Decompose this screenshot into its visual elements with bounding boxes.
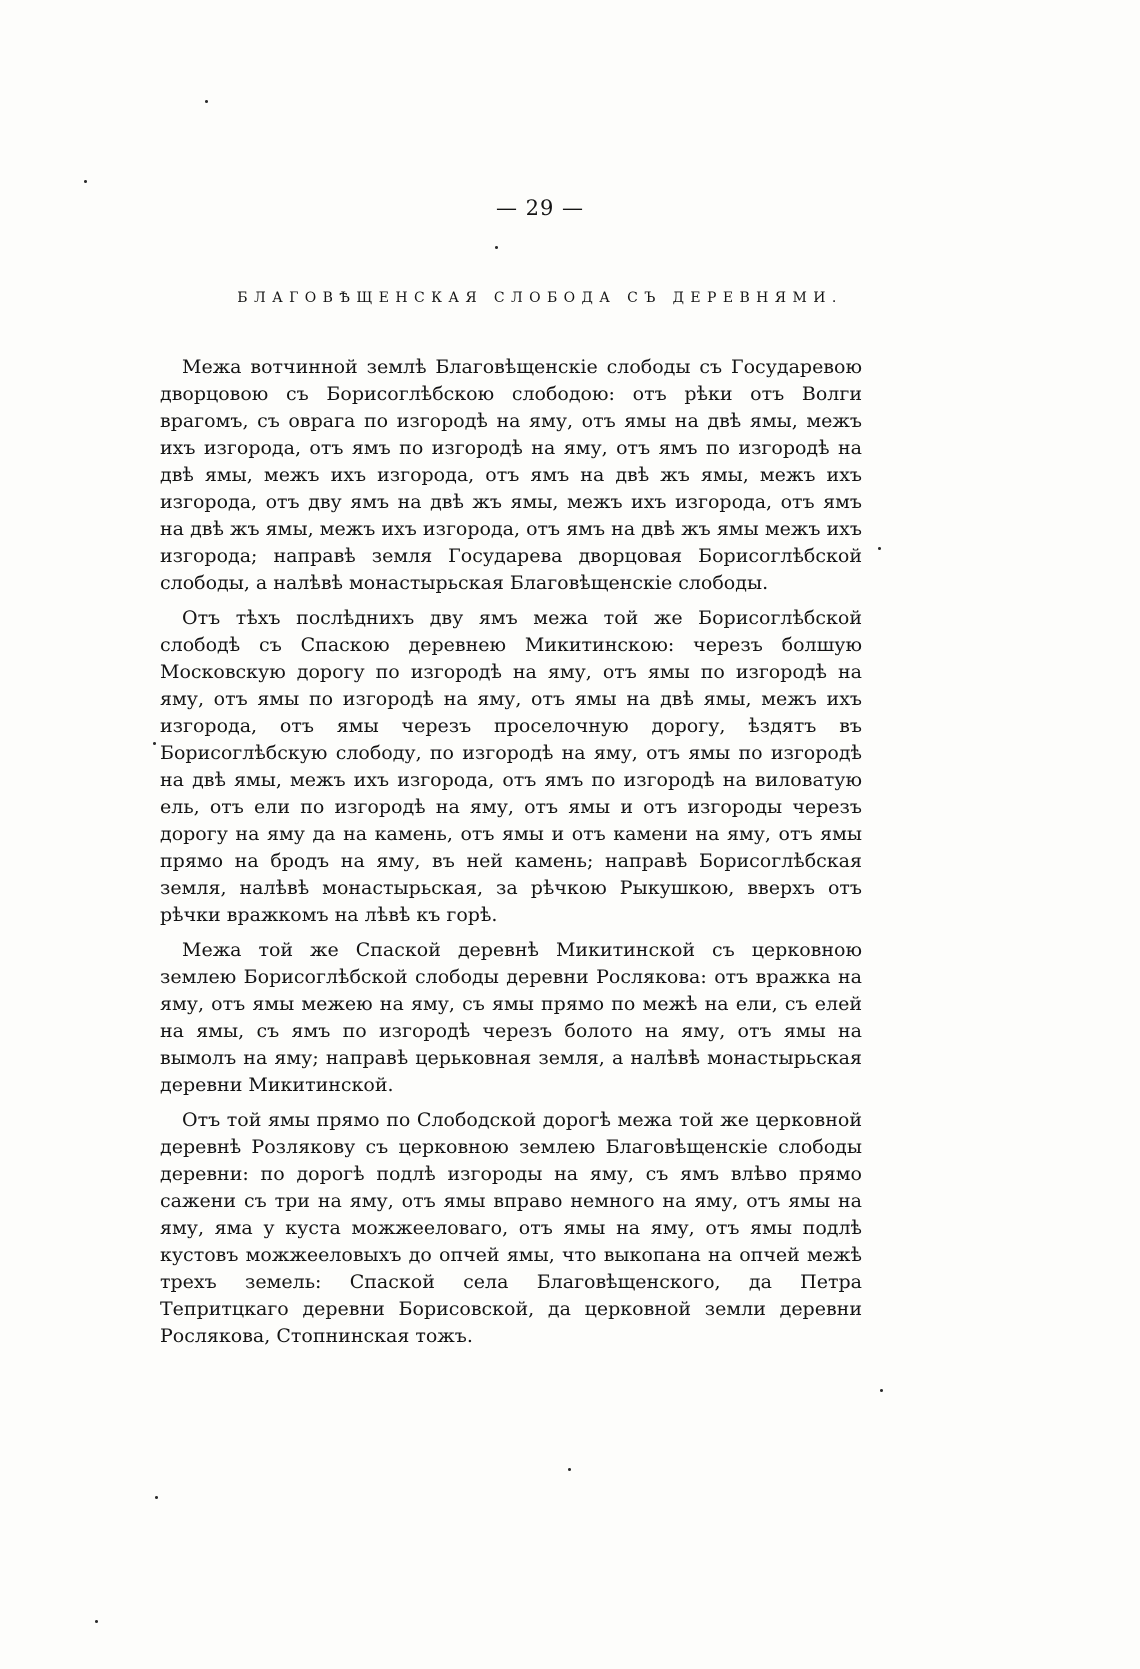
paragraph: Отъ тѣхъ послѣднихъ дву ямъ межа той же Борисоглѣбской слободѣ съ Спаскою деревнею Микитинскою: черезъ болшую Московскую дорогу по изгородѣ на яму, отъ ямы по изгородѣ на яму, отъ ямы по изгородѣ на яму, отъ ямы на двѣ ямы, межъ ихъ изгорода, отъ ямы черезъ проселочную дорогу, ѣздятъ въ Борисоглѣбскую слободу, по изгородѣ на яму, отъ ямы по изгородѣ на двѣ ямы, межъ ихъ изгорода, отъ ямъ по изгородѣ на виловатую ель, отъ ели по изгородѣ на яму, отъ ямы и отъ изгороды черезъ дорогу на яму да на камень, отъ ямы и отъ камени на яму, отъ ямы прямо на бродъ на яму, въ ней камень; направѣ Борисоглѣбская земля, налѣвѣ монастырьская, за рѣчкою Рыкушкою, вверхъ отъ рѣчки вражкомъ на лѣвѣ къ горѣ. [160, 607, 862, 926]
scan-speck [84, 180, 87, 183]
scan-speck [568, 1468, 571, 1471]
scan-speck [878, 547, 881, 550]
scan-speck [495, 246, 498, 249]
body-text [160, 354, 862, 1358]
paragraph: Межа вотчинной землѣ Благовѣщенскіе слободы съ Государевою дворцовою съ Борисоглѣбскою слободою: отъ рѣки отъ Волги врагомъ, съ оврага по изгородѣ на яму, отъ ямы на двѣ ямы, межъ ихъ изгорода, отъ ямъ по изгородѣ на яму, отъ ямъ по изгородѣ на двѣ ямы, межъ ихъ изгорода, отъ ямъ на двѣ жъ ямы, межъ ихъ изгорода, отъ дву ямъ на двѣ жъ ямы, межъ ихъ изгорода, отъ ямъ на двѣ жъ ямы, межъ ихъ изгорода, отъ ямъ на двѣ жъ ямы межъ ихъ изгорода; направѣ земля Государева дворцовая Борисоглѣбской слободы, а налѣвѣ монастырьская Благовѣщенскіе слободы. [160, 356, 862, 594]
paragraph: Отъ той ямы прямо по Слободской дорогѣ межа той же церковной деревнѣ Розлякову съ церковною землею Благовѣщенскіе слободы деревни: по дорогѣ подлѣ изгороды на яму, съ ямъ влѣво прямо сажени съ три на яму, отъ ямы вправо немного на яму, отъ ямы на яму, яма у куста можжееловаго, отъ ямы на яму, отъ ямы подлѣ кустовъ можжееловыхъ до опчей ямы, что выкопана на опчей межѣ трехъ земель: Спаской села Благовѣщенского, да Петра Тепритцкаго деревни Борисовской, да церковной земли деревни Рослякова, Стопнинская тожъ. [160, 1109, 862, 1347]
scan-speck [205, 100, 208, 103]
scan-speck [95, 1620, 98, 1623]
page-number: — 29 — [495, 196, 585, 220]
scan-speck [880, 1389, 883, 1392]
paragraph: Межа той же Спаской деревнѣ Микитинской съ церковною землею Борисоглѣбской слободы деревни Рослякова: отъ вражка на яму, отъ ямы межею на яму, съ ямы прямо по межѣ на ели, съ елей на ямы, съ ямъ по изгородѣ черезъ болото на яму, отъ ямы на вымолъ на яму; направѣ церьковная земля, а налѣвѣ монастырьская деревни Микитинской. [160, 939, 862, 1096]
scan-speck [153, 742, 156, 745]
scan-speck [155, 1496, 158, 1499]
section-heading: БЛАГОВѢЩЕНСКАЯ СЛОБОДА СЪ ДЕРЕВНЯМИ. [237, 290, 843, 306]
